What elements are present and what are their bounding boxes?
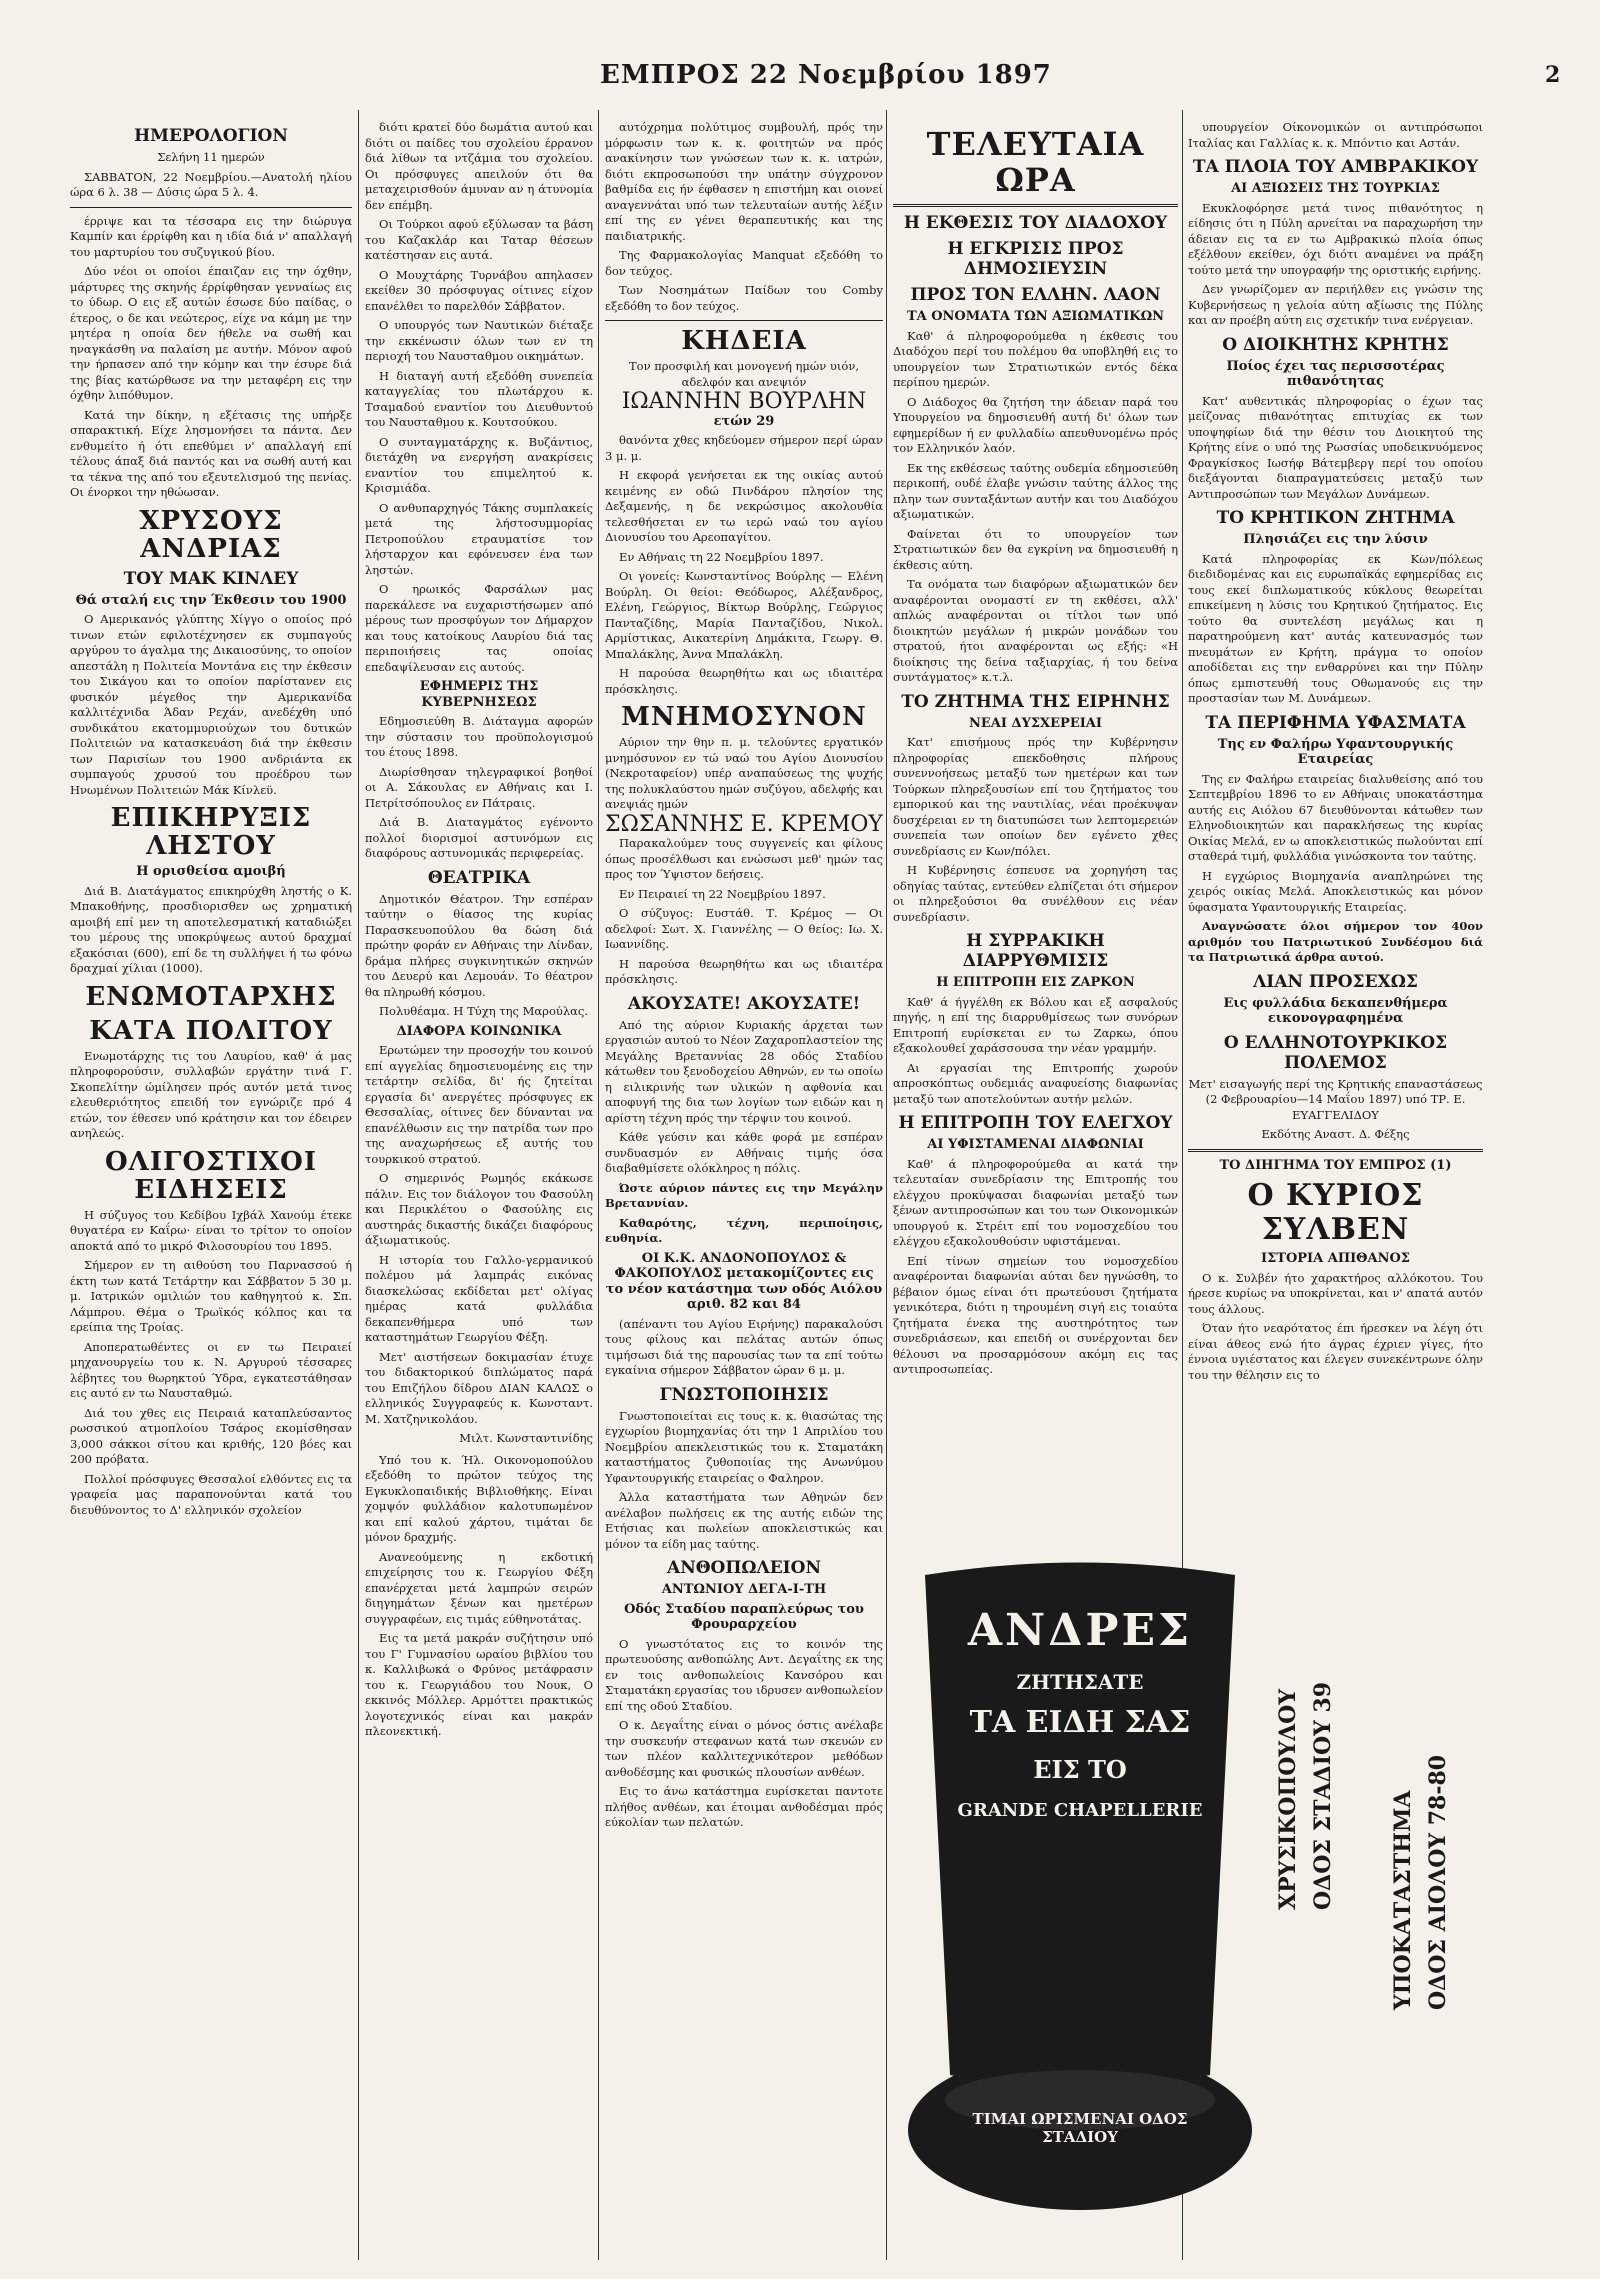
article-paragraph: Εκυκλοφόρησε μετά τινος πιθανότητος η είδησις ότι η Πύλη αρνείται να παραχωρήση την άδειαν εις τα εν τω Αμβρακικώ πλοία όπως εξέλθουν εκείθεν, όχι διότι αναμένει να πράξη τούτο μετά την υπογραφήν της οριστικής ειρήνης. (1188, 200, 1483, 277)
ad-text: Γνωστοποιείται εις τους κ. κ. θιασώτας της εγχωρίου βιομηχανίας ότι την 1 Απριλίου του Νοεμβρίου απεκλειστικώς του κ. Σταματάκη καταστήματος ζυθοποιίας της Ανωνύμου Υφαντουργικής εταιρείας ο Φαληρον. (605, 1408, 883, 1485)
notice-text: Παρακαλούμεν τους συγγενείς και φίλους όπως προσέλθωσι και ενώσωσι μεθ' ημών τας προς τον Ύψιστον δεήσεις. (605, 836, 883, 881)
article-paragraph: Ενωμοτάρχης τις του Λαυρίου, καθ' ά μας πληροφορούσιν, συλλαβών εργάτην τινά Γ. Σκοπελίτην ώμίλησεν πρός αυτόν μετά τινος ελευθεριότητος επειδή τον εγνώριζε πρό 4 ετών, τον έθεσεν υπό κράτησιν και τον έδειρεν ανηλεώς. (70, 1048, 352, 1140)
article-paragraph: Ο Διάδοχος θα ζητήση την άδειαν παρά του Υπουργείου να δημοσιευθή αυτή δι' όλων των εφημερίδων ή εν φυλλαδίω απευθυνομένω πρός τον Ελληνικόν λαόν. (893, 394, 1178, 455)
column-1 (70, 120, 352, 2260)
article-paragraph: Εκ της εκθέσεως ταύτης ουδεμία εδημοσιεύθη περικοπή, ουδέ έλαβε γνώσιν ταύτης άλλος της πλην των συνταξάντων αυτήν και του Διαδόχου αξιωματικών. (893, 460, 1178, 521)
news-item: Διά Β. Διαταγμάτος εγένοντο πολλοί διορισμοί αστυνόμων εις διαφόρους αστυνομικάς περιφερείας. (365, 815, 593, 860)
article-paragraph: Η Κυβέρνησις έσπευσε να χορηγήση τας οδηγίας ταύτας, εντεύθεν ελπίζεται ότι σήμερον οι πληρεξούσιοι θα συνέλθουν εις νέαν συνεδρίασιν. (893, 863, 1178, 924)
article-paragraph: Δεν γνωρίζομεν αν περιήλθεν εις γνώσιν της Κυβερνήσεως η γελοία αύτη αξίωσις της Πύλης και αν προέβη αύτη εις σχετικήν τινα ενέργειαν. (1188, 282, 1483, 327)
headline-golden-statue: ΧΡΥΣΟΥΣ ΑΝΔΡΙΑΣ (139, 505, 283, 564)
headline-governor: Ο ΔΙΟΙΚΗΤΗΣ ΚΡΗΤΗΣ (1222, 334, 1449, 355)
calendar-heading: ΗΜΕΡΟΛΟΓΙΟΝ (134, 126, 288, 146)
subheadline: Η ορισθείσα αμοιβή (136, 864, 286, 879)
ad-line: ΖΗΤΗΣΑΤΕ (1016, 1670, 1144, 1694)
signature: Μιλτ. Κωνσταντινίδης (459, 1431, 593, 1445)
news-item: Οι Τούρκοι αφού εξύλωσαν τα βάση του Καζακλάρ και Ταταρ θέσεων κατέστησαν εις αυτά. (365, 217, 593, 262)
ad-text: Της εν Φαλήρω εταιρείας διαλυθείσης από του Σεπτεμβρίου 1896 το εν Αθήναις υποκατάστημα αυτής εις Αιόλου 67 διευθύνονται κάτωθεν των Εληνοδιοικητών και παρακλήσεως της κυρίας Οικίας Μελά, εν ω αποκλειστικώς πωλούνται επί σταθερά τιμή, φυλλάδια γινώσκοντα τον ταύτης. (1188, 771, 1483, 863)
article-paragraph: Κατ' αυθεντικάς πληροφορίας ο έχων τας μείζονας πιθανότητας επιτυχίας εκ των υποψηφίων διά την θέσιν του Διοικητού της Κρήτης είνε ο υπό της Ρωσσίας υποδεικνυόμενος Φραγκίσκος Ιωσήφ Βάτεμβεργ περί του οποίου διεξάγονται διαπραγματεύσεις μεταξύ των Αντιπροσώπων των Μεγάλων Δυνάμεων. (1188, 393, 1483, 501)
headline-ships: ΤΑ ΠΛΟΙΑ ΤΟΥ ΑΜΒΡΑΚΙΚΟΥ (1192, 157, 1479, 177)
article-paragraph: Επί τίνων σημείων του νομοσχεδίου αναφέρονται διαφωνίαι αύται δεν ηγνώσθη, το βέβαιον όμως είναι ότι πρωτεύουσι ζητήματα γενικότερα, διότι η τηρουμένη σιγή εις τοιαύτα ζητήματα ένεκα της αυστηρότητος των συνεδριάσεων, και επειδή οι συνέρχονται δεν θέλουσι να προσαρμόσουν ακόμη εις τας αντιπροσωπείας. (893, 1253, 1178, 1376)
headline-fabrics: ΤΑ ΠΕΡΙΦΗΜΑ ΥΦΑΣΜΑΤΑ (1205, 712, 1466, 733)
subheadline: ΑΙ ΥΦΙΣΤΑΜΕΝΑΙ ΔΙΑΦΩΝΙΑΙ (927, 1137, 1144, 1152)
ad-text: Κάθε γεύσιν και κάθε φορά με εσπέραν συνδυασμόν εν Αθήναις τιμής όσα διαβαθμίσετε ολόκληρος η πόλις. (605, 1130, 883, 1175)
headline-peace: ΤΟ ΖΗΤΗΜΑ ΤΗΣ ΕΙΡΗΝΗΣ (901, 691, 1170, 712)
subheadline: ΑΝΤΩΝΙΟΥ ΔΕΓΑ-Ι-ΤΗ (661, 1582, 827, 1597)
news-item: Ανανεούμενης η εκδοτική επιχείρησις του κ. Γεωργίου Φέξη επανέρχεται μετά λαμπρών σειρών διηγημάτων ξένων και ημετέρων συγγραφέων, εις τιμάς εύθηνοτάτας. (365, 1549, 593, 1626)
ad-text: (απέναντι του Αγίου Ειρήνης) παρακαλούσι τους φίλους και πελάτας αυτών όπως τιμήσωσι διά της παρουσίας των τα επί τούτω εγκαίνια σήμερον Σάββατον ώραν 6 μ. μ. (605, 1316, 883, 1377)
news-item: Ο ηρωικός Φαρσάλων μας παρεκάλεσε να ευχαριστήσωμεν από μέρους των προσφύγων τον Δήμαρχον και τους κατοίκους Λαυρίου διά τας περιποιήσεις τας οποίας επεδαψίλευσαν εις αυτούς. (365, 582, 593, 674)
article-paragraph: Καθ' ά ήγγέλθη εκ Βόλου και εξ ασφαλούς πηγής, η επί της διαρρυθμίσεως των συνόρων Επιτροπή ευρίσκεται εν τω Ζαρκω, όπου εξακολουθεί χαράσσουσα την νέαν γραμμήν. (893, 994, 1178, 1055)
subheadline: Πλησιάζει εις την λύσιν (1243, 532, 1428, 547)
headline-border: Η ΣΥΡΡΑΚΙΚΗ ΔΙΑΡΡΥΘΜΙΣΙΣ (962, 931, 1109, 971)
notice-text: Η εκφορά γενήσεται εκ της οικίας αυτού κειμένης εν οδώ Πινδάρου πλησίον της Δεξαμενής, η δε νεκρώσιμος ακολουθία τελεσθήσεται εν τω ιερώ ναώ του αγίου Διονυσίου του Αρεοπαγίτου. (605, 468, 883, 544)
ad-text: Ο γνωστότατος εις το κοινόν της πρωτευούσης ανθοπώλης Αντ. Δεγαΐτης εκ της εν τοις ανθοπωλείοις Κανσόρου και Σταματάκη εργασίας του ιδρυσεν ανθοπωλείον επί της οδού Σταδίου. (605, 1636, 883, 1713)
news-item: Ο σημερινός Ρωμηός εκάκωσε πάλιν. Εις τον διάλογον του Φασούλη και Περικλέτου ο Φασούλης εις αυστηράς δικαστής δικάζει διαφόρους άξιωματικούς. (365, 1171, 593, 1247)
news-item: Ερωτώμεν την προσοχήν του κοινού επί αγγελίας δημοσιευομένης εις την τετάρτην σελίδα, δι' ής ζητείται εργασία δι' ανεργέτες πρόσφυγες εκ Θεσσαλίας, οίτινες δεν δύνανται να επανέλθωσιν εις την πατρίδα των προ της αναχωρήσεως εξ αυτής του τουρκικού στρατού. (365, 1043, 593, 1166)
headline-last-hour: ΤΕΛΕΥΤΑΙΑ ΩΡΑ (926, 125, 1145, 199)
subheadline: ΤΟΥ ΜΑΚ ΚΙΝΛΕΥ (123, 568, 299, 589)
ad-text: Ο κ. Δεγαΐτης είναι ο μόνος όστις ανέλαβε την συσκευήν στεφανων κατά των σκευών εν των πλέον καλλιτεχνικότερον μεθόδων ανθοδέσμης και φυσικώς πλουσίων ανθέων. (605, 1718, 883, 1779)
notice-date: Εν Πειραιεί τη 22 Νοεμβρίου 1897. (619, 886, 826, 901)
page-number: 2 (1545, 62, 1561, 88)
subheadline: Της εν Φαλήρω Υφαντουργικής Εταιρείας (1217, 736, 1454, 767)
calendar-date: ΣΑΒΒΑΤΟΝ, 22 Νοεμβρίου.—Ανατολή ηλίου ώρα 6 λ. 38 — Δύσις ώρα 5 λ. 4. (70, 169, 352, 199)
subheadline: ΑΙ ΑΞΙΩΣΕΙΣ ΤΗΣ ΤΟΥΡΚΙΑΣ (1231, 181, 1440, 196)
ad-title: ΑΝΔΡΕΣ (967, 1605, 1193, 1656)
funeral-intro: Τον προσφιλή και μονογενή ημών υιόν, αδελφόν και ανεψιόν (629, 359, 859, 389)
ad-text: Αναγνώσατε όλοι σήμερον τον 40ον αριθμόν του Πατριωτικού Συνδέσμου διά τα Πατριωτικά άρθρα αυτού. (1188, 919, 1483, 964)
subheadline: ΙΣΤΟΡΙΑ ΑΠΙΘΑΝΟΣ (1261, 1251, 1410, 1266)
deceased-name: ΙΩΑΝΝΗΝ ΒΟΥΡΛΗΝ (621, 389, 867, 414)
article-paragraph: Διά Β. Διατάγματος επικηρύχθη ληστής ο Κ. Μπακοθήνης, προσδιορισθεν ως χρηματική αμοιβή επί μεν τη αποτελεσματική καταδιώξει του μέρους της υποκρύψεως αυτού δραχμαί εξακόσιαι (600), επί δε τη συλλήψει ή τω φόνω δραχμαί χίλιαι (1000). (70, 883, 352, 975)
newspaper-header: ΕΜΠΡΟΣ 22 Νοεμβρίου 1897 (600, 60, 1052, 90)
news-item: Υπό του κ. Ήλ. Οικονομοπούλου εξεδόθη το πρώτον τεύχος της Εγκυκλοπαιδικής Βιβλιοθήκης. Είναι χομψόν φυλλάδιον καλοτυπωμένον και επί καλού χάρτου, τιμάται δε μόνον δραχμής. (365, 1452, 593, 1544)
headline-memorial: ΜΝΗΜΟΣΥΝΟΝ (621, 702, 867, 732)
subheadline: Ποίος έχει τας περισσοτέρας πιθανότητας (1226, 358, 1445, 389)
headline-war: Ο ΕΛΛΗΝΟΤΟΥΡΚΙΚΟΣ ΠΟΛΕΜΟΣ (1223, 1032, 1448, 1073)
news-item: Πολλοί πρόσφυγες Θεσσαλοί ελθόντες εις τα γραφεία μας παραπονούνται κατά του διευθύνοντος το Δ' ελληνικόν σχολείον (70, 1471, 352, 1517)
divider (893, 204, 1178, 207)
column-rule (358, 110, 359, 2260)
ad-text: Άλλα καταστήματα των Αθηνών δεν ανέλαβον πωλήσεις εκ της αυτής ειδών της Ετήσιας και πωλείων αποκλειστικώς και μόνον τα είδη μας ταύτης. (605, 1490, 883, 1551)
headline-control: Η ΕΠΙΤΡΟΠΗ ΤΟΥ ΕΛΕΓΧΟΥ (898, 1113, 1173, 1133)
subheadline: Εις φυλλάδια δεκαπενθήμερα εικονογραφημένα (1223, 995, 1448, 1026)
news-item: διότι κρατεί δύο δωμάτια αυτού και διότι οι παίδες του σχολείου έρρανον διά λίθων τα ντζάμια του σχολείου. Οι πρόσφυγες απειλούν ότι θα μεταχειρισθούν άμυναν αν η άτυνομία δεν επέμβη. (365, 120, 593, 212)
notice-relatives: Ο σύζυγος: Ευστάθ. Τ. Κρέμος — Οι αδελφοί: Σωτ. Χ. Γιαννέλης — Ο θείος: Ιω. Χ. Ιωαννίδης. (605, 906, 883, 951)
article-paragraph: Δύο νέοι οι οποίοι έπαιζαν εις την όχθην, μάρτυρες της σκηνής έρρίφθησαν γενναίως εις το ύδωρ. Ο εις εξ αυτών έσωσε δύο παίδας, ο έτερος, ο δε και νεώτερος, είχε να κάμη με την μητέρα η οποία δεν ήθελε να σωθή και ηναγκάσθη να παλαίση με αυτήν. Μόνον αφού την ήρπασεν από την κόμην και την έσυρε διά της βίας κατώρθωσε να την μεταφέρη εις την όχθην λιπόθυμον. (70, 264, 352, 402)
notice-text: Αύριον την θην π. μ. τελούντες εργατικόν μνημόσυνον εν τώ ναώ του Αγίου Διονυσίου (Νεκροταφείον) υπέρ αναπαύσεως της ψυχής της πολυκλαύστου ημών συζύγου, αδελφής και ανεψιάς ημών (605, 735, 883, 811)
ad-side-text: ΟΔΟΣ ΣΤΑΔΙΟΥ 39 (1310, 1681, 1336, 1910)
news-item: Των Νοσημάτων Παίδων του Comby εξεδόθη το δον τεύχος. (605, 283, 883, 313)
ad-side-text: ΟΔΟΣ ΑΙΟΛΟΥ 78-80 (1425, 1754, 1451, 2010)
notice-relatives: Οι γονείς: Κωνσταντίνος Βούρλης — Ελένη Βούρλη. Οι θείοι: Θεόδωρος, Αλέξανδρος, Ελένη, Γεώργιος, Βίκτωρ Βούρλης, Γεώργιος Πανταζίδης, Μαρία Πανταζίδου, Νικολ. Αρμίστικας, Αικατερίνη Δημάκιτα, Γεωργ. Θ. Μπαλάκλης, Άννα Μπαλάκλη. (605, 569, 883, 661)
news-item: Εδημοσιεύθη Β. Διάταγμα αφορών την σύστασιν του προϋπολογισμού του έτους 1898. (365, 714, 593, 759)
subheadline: Οδός Σταδίου παραπλεύρως του Φρουραρχείου (624, 1601, 864, 1632)
news-item: Ο ανθυπαρχηγός Τάκης συμπλακείς μετά της λήστοσυμμορίας Πετροπούλου ετραυματίσε τον λήσταρχον και εφόνευσεν ένα των ληστών. (365, 500, 593, 577)
subheadline: ΠΡΟΣ ΤΟΝ ΕΛΛΗΝ. ΛΑΟΝ (910, 285, 1161, 305)
headline-theatre: ΘΕΑΤΡΙΚΑ (427, 867, 531, 888)
notice-date: Εν Αθήναις τη 22 Νοεμβρίου 1897. (619, 549, 824, 564)
ad-side-text: ΥΠΟΚΑΤΑΣΤΗΜΑ (1390, 1790, 1416, 2010)
news-item: Ο υπουργός των Ναυτικών διέταξε την εκκένωσιν όλων των εν τη περιοχή του Ναυσταθμου οικημάτων. (365, 318, 593, 363)
notice-note: Η παρούσα θεωρηθήτω και ως ιδιαιτέρα πρόσκλησις. (605, 956, 883, 986)
headline-story-title: Ο ΚΥΡΙΟΣ ΣΥΛΒΕΝ (1247, 1178, 1424, 1247)
hat-advertisement (905, 1555, 1255, 2245)
subheadline: Θά σταλή εις την Έκθεσιν του 1900 (75, 592, 347, 608)
article-paragraph: έρριψε και τα τέσσαρα εις την διώρυγα Καμπίν και έρρίφθη και η ιδία διά ν' απαλλαγή του μαρτυρίου του συζυγικού βίου. (70, 213, 352, 259)
news-item: Μετ' αιστήσεων δοκιμασίαν έτυχε του διδακτορικού διπλώματος παρά του Επιζήλου δίδρου ΔΙΑΝ ΚΑΛΩΣ ο ελληνικός Συγγραφεύς κ. Κωνσταντ. Μ. Χατζηνικολάου. (365, 1349, 593, 1426)
ad-text: Ώστε αύριον πάντες εις την Μεγάλην Βρεταννίαν. (605, 1180, 883, 1210)
news-item: Η διαταγή αυτή εξεδόθη συνεπεία καταγγελίας του πλωτάρχου κ. Τσαμαδού εναντίον του Διευθυντού του Ναυσταθμου κ. Κουτσούκου. (365, 368, 593, 429)
headline-relocation: ΟΙ Κ.Κ. ΑΝΔΟΝΟΠΟΥΛΟΣ & ΦΑΚΟΠΟΥΛΟΣ μετακομίζοντες εις το νέον κατάστημα των οδός Αιόλου αριθ. 82 και 84 (605, 1250, 883, 1312)
news-item: Η ιστορία του Γαλλο-γερμανικού πολέμου μά λαμπράς εικόνας διασκελώσας εκδίδεται μετ' ολίγας ημέρας κατά φυλλάδια δεκαπενθήμερα υπό των καταστημάτων Γεωργίου Φέξη. (365, 1252, 593, 1344)
column-rule (886, 110, 887, 2260)
headline-report: Η ΕΚΘΕΣΙΣ ΤΟΥ ΔΙΑΔΟΧΟΥ (903, 213, 1168, 233)
article-paragraph: Αι εργασίαι της Επιτροπής χωρούν απροσκόπτως ουδεμιάς αναφυείσης διαφωνίας μεταξύ των αποτελούντων αυτήν μελών. (893, 1060, 1178, 1106)
subheadline: Η ΕΓΚΡΙΣΙΣ ΠΡΟΣ ΔΗΜΟΣΙΕΥΣΙΝ (947, 239, 1124, 279)
article-paragraph: Τα ονόματα των διαφόρων αξιωματικών δεν αναφέρονται ονομαστί εν τη εκθέσει, αλλ' απλώς αναφέρονται οι τίτλοι των υπό διοικητών μεγάλων ή μικρών μονάδων του στρατού, ήτοι αναφέρονται ως εξής: «Η διοίκησις της δείνα ταξιαρχίας, ή του δείνα συντάγματος» κ.τ.λ. (893, 577, 1178, 684)
ad-line: ΤΙΜΑΙ ΩΡΙΣΜΕΝΑΙ ΟΔΟΣ ΣΤΑΔΙΟΥ (972, 2110, 1188, 2146)
divider (70, 207, 352, 208)
headline-sergeant: ΕΝΩΜΟΤΑΡΧΗΣ (85, 981, 337, 1012)
column-2 (365, 120, 593, 2260)
news-item: Ο συνταγματάρχης κ. Βυζάντιος, διετάχθη να ενεργήση ανακρίσεις εναντίον του επιμελητού κ. Κρισμιάδα. (365, 434, 593, 495)
ad-text: Εις το άνω κατάστημα ευρίσκεται παντοτε πλήθος ανθέων, και έτοιμαι ανθοδέσμαι πρός εύκολίαν των πελατών. (605, 1784, 883, 1829)
deceased-name: ΣΩΣΑΝΝΗΣ Ε. ΚΡΕΜΟΥ (605, 811, 883, 837)
story-paragraph: Όταν ήτο νεαρότατος έπι ήρεσκεν να λέγη ότι είναι άθεος ενώ ήτο άγρας έχριεν γίγες, ήτο έννοια υγιέστατος και έλεγεν συνεκέντρωνε όλην του την θέλησιν εις το (1188, 1321, 1483, 1382)
news-item: Πολυθέαμα. Η Τύχη της Μαρούλας. (379, 1004, 589, 1018)
headline-story-series: ΤΟ ΔΙΗΓΗΜΑ ΤΟΥ ΕΜΠΡΟΣ (1) (1219, 1157, 1452, 1173)
article-paragraph: υπουργείον Οίκονομικών οι αντιπρόσωποι Ιταλίας και Γαλλίας κ. κ. Μπόντιο και Αστάν. (1188, 120, 1483, 150)
column-rule (598, 110, 599, 2260)
subheadline: ΝΕΑΙ ΔΥΣΧΕΡΕΙΑΙ (969, 715, 1102, 731)
article-paragraph: Καθ' ά πληροφορούμεθα η έκθεσις του Διαδόχου περί του πολέμου θα υποβληθή εις το υπουργείον των Στρατιωτικών εντός δέκα περίπου ημερών. (893, 328, 1178, 389)
news-item: Διά του χθες εις Πειραιά καταπλεύσαντος ρωσσικού ατμοπλοίου Τσάρος εκομίσθησαν 3,000 σάκκοι σίτου και κριθής, 120 βόες και 200 πρόβατα. (70, 1405, 352, 1466)
news-item: Αποπερατωθέντες οι εν τω Πειραιεί μηχανουργείω του κ. Ν. Αργυρού τέσσαρες λέβητες του θωρηκτού Ύδρα, εγκατεστάθησαν εις αυτό εν τω Ναυσταθμώ. (70, 1339, 352, 1400)
article-paragraph: Καθ' ά πληροφορούμεθα αι κατά την τελευταίαν συνεδρίασιν της Επιτροπής του ελέγχου προκύψασαι διαφωνίαι μεταξύ των ξένων αντιπροσώπων και του των Οικονομικών υπουργού κ. Στρέιτ επί του νομοσχεδίου του ελέγχου εξακολουθούσιν υφιστάμεναι. (893, 1156, 1178, 1248)
column-5 (1188, 120, 1483, 1540)
ad-line: GRANDE CHAPELLERIE (957, 1800, 1203, 1821)
headline-soon: ΛΙΑΝ ΠΡΟΣΕΧΩΣ (1253, 971, 1418, 992)
subheadline: Η ΕΠΙΤΡΟΠΗ ΕΙΣ ΖΑΡΚΟΝ (936, 975, 1135, 990)
headline-funeral: ΚΗΔΕΙΑ (681, 326, 807, 356)
headline-brief-news: ΟΛΙΓΟΣΤΙΧΟΙ ΕΙΔΗΣΕΙΣ (105, 1146, 317, 1205)
news-item: αυτόχρημα πολύτιμος συμβουλή, πρός την μόρφωσιν των κ. κ. φοιτητών να πρός ανακίνησιν των γνώσεων των κ. κ. ιατρών, διότι εκπροσωπούσι την υπάτην σύγχρονον βαθμίδα εις ήν έφθασεν η επιστήμη και οιονεί αναγεννάται υπό των τελευταίων αυτής λέξιν επί της εν γένει θεραπευτικής και της παιδιατρικής. (605, 120, 883, 243)
headline-cretan: ΤΟ ΚΡΗΤΙΚΟΝ ΖΗΤΗΜΑ (1216, 508, 1455, 528)
headline-notice: ΓΝΩΣΤΟΠΟΙΗΣΙΣ (659, 1384, 829, 1405)
news-item: Η σύζυγος του Κεδίβου Ιχβάλ Χανούμ έτεκε θυγατέρα εν Καΐρω· είναι το τρίτον το οποίον αποκτά από το μικρό Φιλοσουρίου του 1895. (70, 1207, 352, 1253)
notice-note: Η παρούσα θεωρηθήτω και ως ιδιαιτέρα πρόσκλησις. (605, 666, 883, 696)
publisher: Εκδότης Αναστ. Δ. Φέξης (1261, 1127, 1410, 1141)
ad-line: ΤΑ ΕΙΔΗ ΣΑΣ (969, 1705, 1191, 1740)
divider (1188, 1149, 1483, 1152)
headline-gazette: ΕΦΗΜΕΡΙΣ ΤΗΣ ΚΥΒΕΡΝΗΣΕΩΣ (419, 679, 539, 710)
column-3 (605, 120, 883, 2260)
headline-florist: ΑΝΘΟΠΩΛΕΙΟΝ (667, 1558, 821, 1578)
article-paragraph: Κατά πληροφορίας εκ Κων/πόλεως διεδιδομένας και εις ευρωπαϊκάς εφημερίδας εις τους εκεί διπλωματικούς κύκλους θεωρείται επικείμενη η λύσις του Κρητικού ζητήματος. Εις τούτο θα συντελέση μεγάλως και η παρατηρούμενη κατ' αυτάς κατευνασμός των πνευμάτων εν Κρήτη, πράγμα το οποίον αποδίδεται εις την ενθαρρύνει και την Πύλην όπως εμπιστευθή τους Οθωμανούς εις την προστασίαν των Μ. Δυνάμεων. (1188, 551, 1483, 705)
column-4 (893, 120, 1178, 1540)
masthead (0, 0, 1600, 96)
subheadline: ΤΑ ΟΝΟΜΑΤΑ ΤΩΝ ΑΞΙΩΜΑΤΙΚΩΝ (906, 309, 1165, 324)
ad-side-text: ΧΡΥΣΙΚΟΠΟΥΛΟΥ (1275, 1688, 1301, 1910)
news-item: Δημοτικόν Θέατρον. Την εσπέραν ταύτην ο θίασος της κυρίας Παρασκευοπούλου θα δώση διά πρώτην φοράν εν Αθήναις την Λίνδαν, δράμα πλήρες συγκινητικών σκηνών του Δευερύ και Λεμουάν. Το θέατρον θα πληρωθή κόσμου. (365, 891, 593, 999)
article-paragraph: Κατά την δίκην, η εξέτασις της υπήρξε σπαρακτική. Είχε λησμονήσει τα πάντα. Δεν ενθυμείτο ή ότι επεθύμει ν' απαλλαγή επί τέλους άπαξ διά παντός και να σωθή αυτή και τα τέκνα της από του εξευτελισμού της πενίας. Οι ένορκοι την ηθώωσαν. (70, 407, 352, 499)
calendar-moon: Σελήνη 11 ημερών (157, 150, 265, 164)
headline-listen: ΑΚΟΥΣΑΤΕ! ΑΚΟΥΣΑΤΕ! (627, 993, 861, 1014)
notice-text: θανόντα χθες κηδεύομεν σήμερον περί ώραν 3 μ. μ. (605, 433, 883, 463)
ad-line: ΕΙΣ ΤΟ (1033, 1755, 1127, 1784)
headline-bounty: ΕΠΙΚΗΡΥΞΙΣ ΛΗΣΤΟΥ (110, 803, 312, 861)
ad-text: Από της αύριον Κυριακής άρχεται των εργασιών αυτού το Νέον Ζαχαροπλαστείον της Μεγάλης Βρεταννίας 28 οδός Σταδίου κάτωθεν του ξενοδοχείου Αθηνών, εν τω οποίω η ειλικρινής των υλικών η αφθονία και αποφυγή της δια των λογίων των ειδών και η αρίστη τέχνη πρός την τέρψιν του κοινού. (605, 1017, 883, 1125)
news-item: Ο Μουχτάρης Τυρνάβου απηλασεν εκείθεν 30 πρόσφυγας οίτινες είχον επανέλθει το παρελθόν Σάββατον. (365, 267, 593, 313)
story-paragraph: Ο κ. Συλβέν ήτο χαρακτήρος αλλόκοτου. Του ήρεσε κυρίως να υποκρίνεται, και ν' απατά αυτόν τους άλλους. (1188, 1270, 1483, 1316)
article-paragraph: Ο Αμερικανός γλύπτης Χίγγο ο οποίος πρό τινων ετών εφιλοτέχνησεν εκ συμπαγούς αργύρου το άγαλμα της Δικαιοσύνης, το οποίον απεστάλη η Πολιτεία Μοντάνα εις την έκθεσιν του Σικάγου και το οποίον παρίστανεν εις φυσικόν μέγεθος την Αμερικανίδα καλλιτέχνιδα Άδαν Ρεχάν, ανεδέχθη υπό συνδικάτου εκατομμυριούχων του δυτικών Πολιτειών να κατασκευάση διά την έκθεσιν των Παρισίων του 1900 ανδριάντα εκ συμπαγούς χρυσού του προέδρου των Ηνωμένων Πολιτειών Μάκ Κίνλεϋ. (70, 612, 352, 797)
news-item: Διωρίσθησαν τηλεγραφικοί βοηθοί οι Α. Σάκουλας εν Αθήναις και Ι. Πετρίτσόπουλος εν Πάτραις. (365, 764, 593, 810)
article-paragraph: Φαίνεται ότι το υπουργείον των Στρατιωτικών δεν θα εγκρίνη να δημοσιευθή η έκθεσις αύτη. (893, 526, 1178, 572)
news-item: Της Φαρμακολογίας Manquat εξεδόθη το δον τεύχος. (605, 248, 883, 278)
subheadline: ΚΑΤΑ ΠΟΛΙΤΟΥ (89, 1015, 333, 1046)
divider (605, 320, 883, 321)
ad-text: Η εγχώριος Βιομηχανία αναπληρώνει της χειρός οικίας Μελά. Αποκλειστικώς και μόνον ύφασματα Υφαντουργικής Εταιρείας. (1188, 868, 1483, 914)
news-item: Εις τα μετά μακράν συζήτησιν υπό του Γ' Γυμνασίου ωραίου βιβλίου του κ. Καλλιβωκά ο Φρύνος μετάφρασιν του κ. Γεωργιάδου του Νουκ, Ο εκκινός Μόλλερ. Αρμόττει πρακτικώς λογοτεχνικός είναι και μακράν πλεονεκτική. (365, 1631, 593, 1738)
article-paragraph: Κατ' επισήμους πρός την Κυβέρνησιν πληροφορίας επεκδοθησις πλήρους συνεννοήσεως μεταξύ των ημετέρων και των Τούρκων πληρεξουσίων επί του ζητήματος του εμπορικού και της ναυτιλίας, νέαι προέκυψαν δυσχέρειαι εν τη διατυπώσει των λεπτομερειών συνεπεία των οποίων δεν εγένετο χθες συνεδρίασις εν Κων/πόλει. (893, 735, 1178, 858)
news-item: Σήμερον εν τη αιθούση του Παρνασσού ή έκτη των κατά Τετάρτην και Σάββατον 5 30 μ. μ. Ιατρικών ομιλιών του καθηγητού κ. Σπ. Λάμπρου. Θέμα ο Τρωϊκός κόλπος και τα ερείπια της Τροίας. (70, 1258, 352, 1334)
deceased-age: ετών 29 (713, 413, 775, 429)
ad-text: Καθαρότης, τέχνη, περιποίησις, ευθηνία. (605, 1215, 883, 1245)
headline-social: ΔΙΑΦΟΡΑ ΚΟΙΝΩΝΙΚΑ (396, 1023, 562, 1039)
ad-text: Μετ' εισαγωγής περί της Κρητικής επαναστάσεως (2 Φεβρουαρίου—14 Μαΐου 1897) υπό ΤΡ. Ε. ΕΥΑΓΓΕΛΙΔΟΥ (1188, 1076, 1483, 1122)
